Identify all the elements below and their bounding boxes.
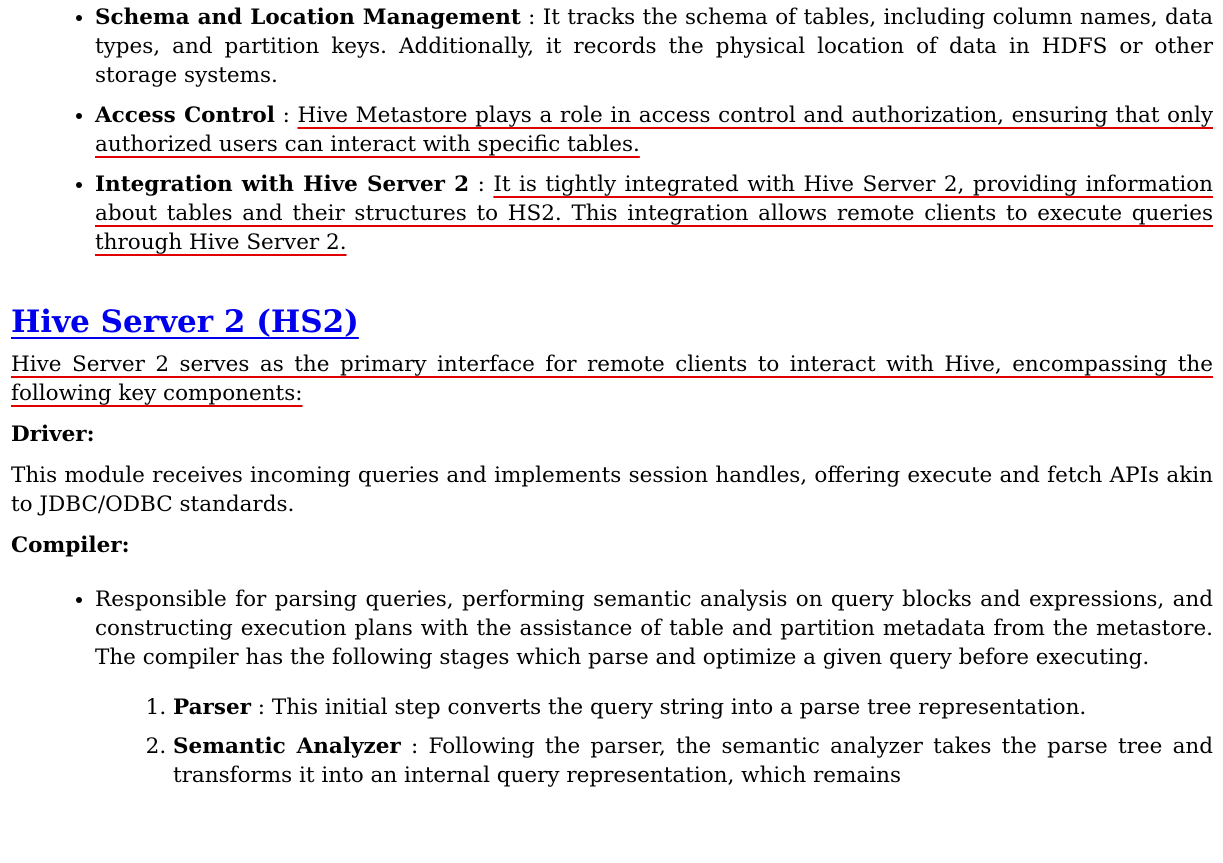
highlighted-text: Hive Metastore plays a role in access control and authorization, ensuring that only authorized users can interact with specific tables. (95, 103, 1213, 157)
list-item (95, 585, 1213, 790)
stage-item (173, 693, 1213, 722)
document-page (11, 0, 1213, 800)
list-item (95, 170, 1213, 257)
compiler-heading: Compiler: (11, 533, 130, 558)
list-item-separator: : (274, 103, 298, 128)
stage-separator: : (250, 695, 272, 720)
list-item-separator: : (520, 5, 543, 30)
stage-term: Semantic Analyzer (173, 734, 401, 759)
section-intro (11, 350, 1213, 408)
list-item (95, 3, 1213, 90)
compiler-stages-list (95, 693, 1213, 790)
driver-text: This module receives incoming queries and implements session handles, offering execute and fetch APIs akin to JDBC/ODBC standards. (11, 463, 1213, 517)
stage-text: This initial step converts the query string into a parse tree representation. (271, 695, 1087, 720)
stage-item (173, 732, 1213, 790)
highlighted-text: Hive Server 2 serves as the primary interface for remote clients to interact with Hive, encompassing the following key components: (11, 352, 1213, 406)
list-item-separator: : (469, 172, 494, 197)
stage-text: Following the parser, the semantic analyzer takes the parse tree and transforms it into an internal query representation, which remains (173, 734, 1214, 788)
list-item-term: Access Control (95, 103, 275, 128)
compiler-list (11, 585, 1213, 790)
stage-term: Parser (173, 695, 251, 720)
list-item (95, 101, 1213, 159)
section-heading (11, 302, 1213, 342)
driver-heading: Driver: (11, 422, 95, 447)
list-item-term: Integration with Hive Server 2 (95, 172, 470, 197)
compiler-text: Responsible for parsing queries, performing semantic analysis on query blocks and expressions, and constructing execution plans with the assistance of table and partition metadata from the metastore. The compiler has the following stages which parse and optimize a given query before executing. (95, 587, 1213, 670)
highlighted-text: It is tightly integrated with Hive Server 2, providing information about tables and their structures to HS2. This integration allows remote clients to execute queries through Hive Server 2. (95, 172, 1214, 255)
section-heading-link[interactable]: Hive Server 2 (HS2) (11, 304, 359, 340)
stage-separator: : (400, 734, 429, 759)
list-item-text: It tracks the schema of tables, including column names, data types, and partition keys. Additionally, it records the physical location of data in HDFS or other storage systems. (95, 5, 1213, 88)
metastore-features-list (11, 3, 1213, 257)
list-item-term: Schema and Location Management (95, 5, 521, 30)
